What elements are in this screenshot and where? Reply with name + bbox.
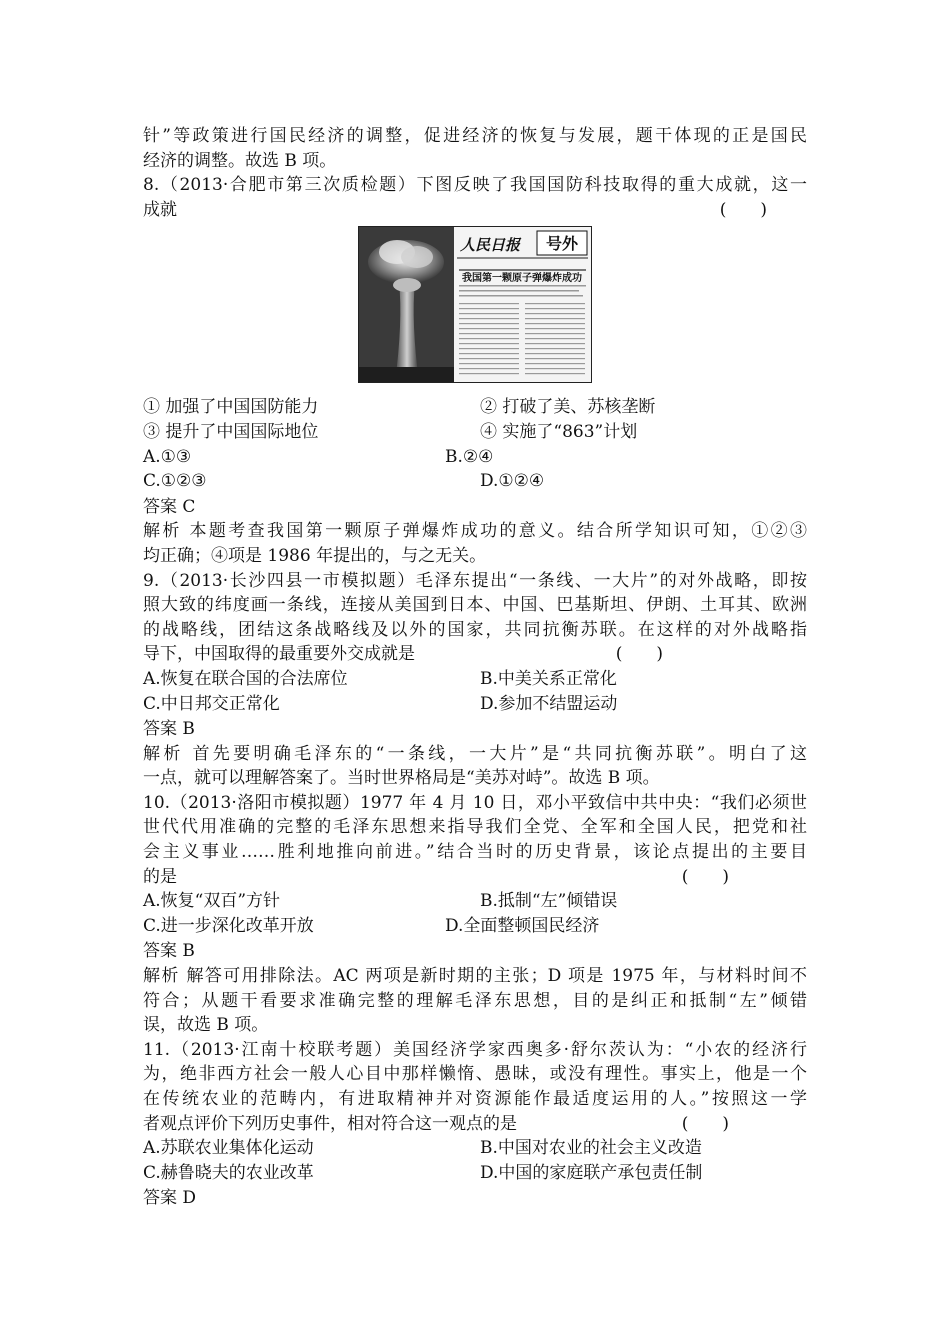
question-10-stem: 10.（2013·洛阳市模拟题）1977 年 4 月 10 日，邓小平致信中共中央：“我们必须世 — [143, 792, 807, 813]
analysis-line: 误，故选 B 项。 — [143, 1015, 269, 1036]
choice-c: C.赫鲁晓夫的农业改革 — [143, 1162, 314, 1183]
question-10-stem: 的是 ( ) — [143, 865, 807, 890]
question-8-stem: 成就 ( ) — [143, 198, 807, 223]
question-9-stem: 导下，中国取得的最重要外交成就是 ( ) — [143, 642, 807, 667]
text-line: 针”等政策进行国民经济的调整，促进经济的恢复与发展，题干体现的正是国民 — [143, 126, 807, 146]
question-11-stem: 者观点评价下列历史事件，相对符合这一观点的是 ( ) — [143, 1112, 807, 1137]
question-11-stem: 为，绝非西方社会一般人心目中那样懒惰、愚昧，或没有理性。事实上，他是一个 — [143, 1064, 807, 1085]
question-9-stem: 9.（2013·长沙四县一市模拟题）毛泽东提出“一条线、一大片”的对外战略，即按 — [143, 570, 807, 591]
answer-bracket: ( ) — [615, 644, 663, 665]
question-8-stem: 8.（2013·合肥市第三次质检题）下图反映了我国国防科技取得的重大成就，这一 — [143, 175, 807, 196]
question-9-stem: 照大致的纬度画一条线，连接从美国到日本、中国、巴基斯坦、伊朗、土耳其、欧洲 — [143, 595, 807, 616]
choice-d: D.①②④ — [480, 471, 545, 492]
option-item: ③ 提升了中国国际地位 — [143, 421, 319, 442]
answer-line: 答案 B — [143, 941, 195, 962]
question-9-stem: 的战略线，团结这条战略线及以外的国家，共同抗衡苏联。在这样的对外战略指 — [143, 619, 807, 640]
newspaper-masthead: 人民日报 — [460, 236, 521, 255]
atomic-bomb-newspaper-image — [358, 226, 592, 383]
choice-c: C.①②③ — [143, 471, 207, 492]
options-row — [143, 395, 807, 420]
choice-d: D.中国的家庭联产承包责任制 — [480, 1162, 703, 1183]
choice-a: A.恢复“双百”方针 — [143, 891, 281, 912]
choice-b: B.抵制“左”倾错误 — [480, 891, 618, 912]
choice-c: C.进一步深化改革开放 — [143, 915, 314, 936]
analysis-line: 一点，就可以理解答案了。当时世界格局是“美苏对峙”。故选 B 项。 — [143, 768, 660, 789]
answer-line: 答案 C — [143, 496, 196, 517]
option-item: ① 加强了中国国防能力 — [143, 397, 319, 418]
options-row — [143, 420, 807, 445]
choices-row — [143, 667, 807, 692]
question-11-stem: 11.（2013·江南十校联考题）美国经济学家西奥多·舒尔茨认为：“小农的经济行 — [143, 1039, 807, 1060]
choices-row — [143, 692, 807, 717]
choice-b: B.中美关系正常化 — [480, 668, 617, 689]
option-item: ④ 实施了“863”计划 — [480, 421, 638, 442]
choices-row — [143, 469, 807, 494]
analysis-line: 解析 解答可用排除法。AC 两项是新时期的主张；D 项是 1975 年，与材料时间不 — [143, 966, 807, 987]
text-line: 经济的调整。故选 B 项。 — [143, 150, 337, 171]
question-11-stem: 在传统农业的范畴内，有进取精神并对资源能作最适度运用的人。”按照这一学 — [143, 1089, 807, 1109]
choices-row — [143, 889, 807, 914]
analysis-line: 解析 本题考查我国第一颗原子弹爆炸成功的意义。结合所学知识可知，①②③ — [143, 521, 807, 542]
analysis-line: 均正确；④项是 1986 年提出的，与之无关。 — [143, 545, 487, 566]
document-page — [143, 124, 807, 1211]
answer-bracket: ( ) — [681, 866, 729, 887]
answer-line: 答案 B — [143, 719, 195, 740]
answer-line: 答案 D — [143, 1188, 197, 1209]
answer-bracket: ( ) — [681, 1113, 729, 1134]
analysis-line: 符合；从题干看要求准确完整的理解毛泽东思想，目的是纠正和抵制“左”倾错 — [143, 990, 807, 1011]
choices-row — [143, 914, 807, 939]
question-10-stem: 会主义事业……胜利地推向前进。”结合当时的历史背景，该论点提出的主要目 — [143, 842, 807, 863]
choices-row — [143, 445, 807, 470]
choice-d: D.全面整顿国民经济 — [445, 915, 600, 936]
choice-b: B.中国对农业的社会主义改造 — [480, 1138, 702, 1159]
option-item: ② 打破了美、苏核垄断 — [480, 397, 656, 418]
analysis-line: 解析 首先要明确毛泽东的“一条线，一大片”是“共同抗衡苏联”。明白了这 — [143, 743, 807, 764]
figure-graphic — [359, 227, 591, 382]
choices-row — [143, 1136, 807, 1161]
choices-row — [143, 1161, 807, 1186]
choice-a: A.恢复在联合国的合法席位 — [143, 668, 348, 689]
choice-b: B.②④ — [445, 446, 494, 467]
newspaper-extra-label: 号外 — [545, 234, 579, 254]
answer-bracket: ( ) — [719, 199, 767, 220]
choice-c: C.中日邦交正常化 — [143, 693, 280, 714]
question-10-stem: 世代代用准确的完整的毛泽东思想来指导我们全党、全军和全国人民，把党和社 — [143, 817, 807, 838]
newspaper-headline: 我国第一颗原子弹爆炸成功 — [462, 273, 582, 285]
choice-a: A.苏联农业集体化运动 — [143, 1138, 314, 1159]
choice-d: D.参加不结盟运动 — [480, 693, 618, 714]
choice-a: A.①③ — [143, 446, 192, 467]
